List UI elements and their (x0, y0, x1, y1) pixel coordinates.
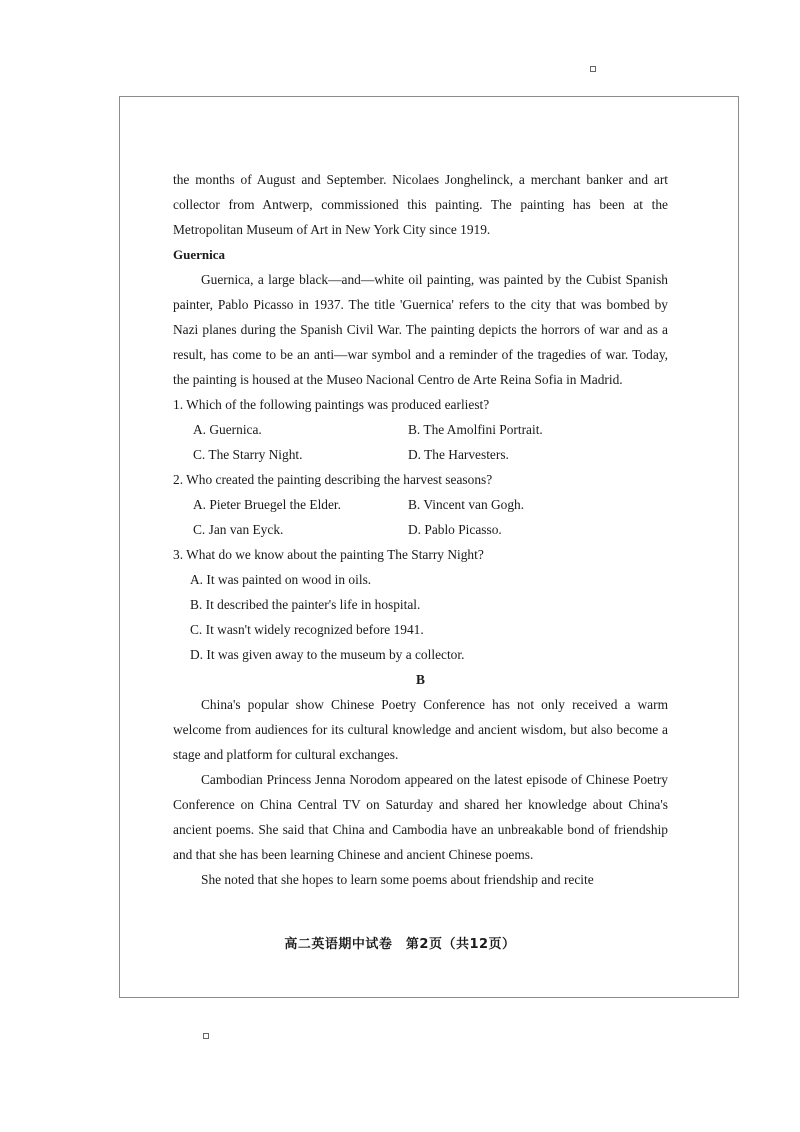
option-c: C. The Starry Night. (193, 447, 303, 462)
scan-mark-bottom (203, 1033, 209, 1039)
option-b: B. It described the painter's life in hospital. (190, 597, 421, 612)
option-row (173, 517, 668, 542)
passage-a-closing-paragraph: the months of August and September. Nicolaes Jonghelinck, a merchant banker and art collector from Antwerp, commissioned this painting. The painting has been at the Metropolitan Museum of Art in New York City since 1919. (173, 172, 668, 237)
question-stem: 1. Which of the following paintings was produced earliest? (173, 397, 490, 412)
option-d: D. The Harvesters. (408, 447, 509, 462)
option-row (173, 492, 668, 517)
scan-mark-top (590, 66, 596, 72)
option-b: B. Vincent van Gogh. (408, 497, 525, 512)
passage-b-paragraph-1: China's popular show Chinese Poetry Conference has not only received a warm welcome from audiences for its cultural knowledge and ancient wisdom, but also become a stage and platform for cultural exchanges. (173, 697, 668, 762)
question-stem: 2. Who created the painting describing the harvest seasons? (173, 472, 493, 487)
option-b: B. The Amolfini Portrait. (408, 422, 543, 437)
question-stem: 3. What do we know about the painting The Starry Night? (173, 547, 484, 562)
option-row (173, 442, 668, 467)
question-1 (173, 392, 668, 467)
passage-b-heading: B (416, 672, 425, 687)
option-a: A. It was painted on wood in oils. (190, 572, 372, 587)
option-row (173, 417, 668, 442)
question-2 (173, 467, 668, 542)
option-a: A. Guernica. (193, 422, 262, 437)
option-a: A. Pieter Bruegel the Elder. (193, 497, 341, 512)
option-c: C. Jan van Eyck. (193, 522, 284, 537)
page-content (173, 167, 668, 892)
passage-b-paragraph-3: She noted that she hopes to learn some poems about friendship and recite (201, 872, 594, 887)
guernica-paragraph: Guernica, a large black—and—white oil painting, was painted by the Cubist Spanish painter, Pablo Picasso in 1937. The title 'Guernica' refers to the city that was bombed by Nazi planes during the Spanish Civil War. The painting depicts the horrors of war and as a result, has come to be an anti—war symbol and a reminder of the tragedies of war. Today, the painting is housed at the Museo Nacional Centro de Arte Reina Sofia in Madrid. (173, 272, 668, 387)
option-c: C. It wasn't widely recognized before 1941. (190, 622, 424, 637)
guernica-heading: Guernica (173, 247, 225, 262)
question-3 (173, 542, 668, 667)
option-d: D. Pablo Picasso. (408, 522, 502, 537)
option-d: D. It was given away to the museum by a collector. (190, 647, 465, 662)
page-footer: 高二英语期中试卷 第2页（共12页） (284, 937, 516, 952)
passage-b-paragraph-2: Cambodian Princess Jenna Norodom appeared on the latest episode of Chinese Poetry Conference on China Central TV on Saturday and shared her knowledge about China's ancient poems. She said that China and Cambodia have an unbreakable bond of friendship and that she has been learning Chinese and ancient Chinese poems. (173, 772, 668, 862)
